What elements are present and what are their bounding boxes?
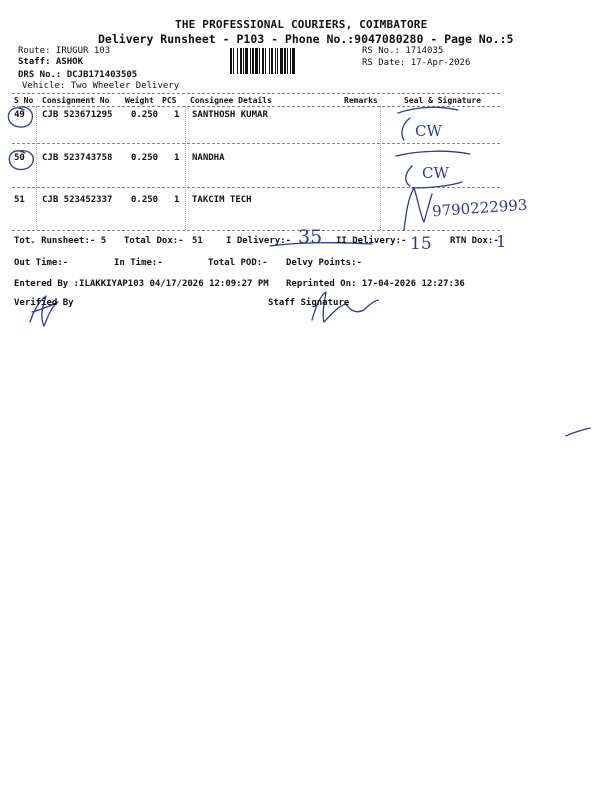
- total-runsheet: Tot. Runsheet:- 5: [14, 236, 107, 246]
- stray-mark: [566, 428, 590, 436]
- row-consignee: TAKCIM TECH: [192, 195, 252, 205]
- row-weight: 0.250: [131, 195, 159, 205]
- row-pcs: 1: [174, 153, 180, 163]
- vehicle-label: Vehicle: Two Wheeler Delivery: [22, 81, 180, 91]
- total-dox-label: Total Dox:-: [124, 236, 184, 246]
- seal-scribble: [412, 182, 462, 188]
- row-sno: 49: [14, 110, 25, 120]
- handwritten-signature-row1: CW: [415, 122, 442, 140]
- seal-scribble: [398, 107, 458, 113]
- row-sno: 51: [14, 195, 25, 205]
- row-consignment: CJB 523452337: [42, 195, 113, 205]
- delvy-points: Delvy Points:-: [286, 258, 362, 268]
- circle-mark-49: [8, 107, 32, 127]
- circle-mark-50: [9, 151, 33, 170]
- route-label: Route: IRUGUR 103: [18, 46, 111, 56]
- seal-scribble: [402, 118, 410, 140]
- seal-scribble: [396, 151, 470, 156]
- i-delivery-label: I Delivery:-: [226, 236, 292, 246]
- runsheet-subtitle: Delivery Runsheet - P103 - Phone No.:9047080280 - Page No.:5: [98, 32, 514, 46]
- reprinted-on: Reprinted On: 17-04-2026 12:27:36: [286, 279, 465, 289]
- seal-scribble: [406, 166, 412, 186]
- col-remarks: Remarks: [344, 96, 378, 105]
- staff-label: Staff: ASHOK: [18, 57, 84, 67]
- rtn-dox-label: RTN Dox:-: [450, 236, 499, 246]
- rs-date: RS Date: 17-Apr-2026: [362, 58, 471, 68]
- ii-delivery-label: II Delivery:-: [336, 236, 407, 246]
- staff-signature-label: Staff Signature: [268, 298, 350, 308]
- col-pcs: PCS: [162, 96, 177, 105]
- ii-delivery-handwritten: 15: [410, 234, 432, 254]
- company-title: THE PROFESSIONAL COURIERS, COIMBATORE: [175, 18, 428, 31]
- in-time: In Time:-: [114, 258, 163, 268]
- out-time: Out Time:-: [14, 258, 69, 268]
- col-weight: Weight: [125, 96, 154, 105]
- rtn-dox-handwritten: 1: [496, 232, 507, 251]
- row-weight: 0.250: [131, 110, 159, 120]
- row-sno: 50: [14, 153, 25, 163]
- verified-by: Verified By: [14, 298, 74, 308]
- col-sno: S No: [14, 96, 34, 105]
- total-dox-value: 51: [192, 236, 203, 246]
- row-weight: 0.250: [131, 153, 159, 163]
- seal-scribble: [404, 188, 432, 230]
- drs-number: DRS No.: DCJB171403505: [18, 70, 138, 80]
- col-consignee: Consignee Details: [190, 96, 272, 105]
- handwritten-signature-row2: CW: [422, 164, 449, 182]
- handwritten-signature-row3: 9790222993: [431, 195, 528, 221]
- entered-by: Entered By :ILAKKIYAP103 04/17/2026 12:09:27 PM: [14, 279, 269, 289]
- rs-number: RS No.: 1714035: [362, 46, 444, 56]
- row-pcs: 1: [174, 110, 180, 120]
- row-pcs: 1: [174, 195, 180, 205]
- row-consignment: CJB 523743758: [42, 153, 113, 163]
- col-consignment: Consignment No: [42, 96, 110, 105]
- row-consignment: CJB 523671295: [42, 110, 113, 120]
- total-pod: Total POD:-: [208, 258, 268, 268]
- i-delivery-handwritten: 35: [298, 226, 323, 248]
- col-seal-signature: Seal & Signature: [404, 96, 482, 105]
- row-consignee: NANDHA: [192, 153, 225, 163]
- row-consignee: SANTHOSH KUMAR: [192, 110, 268, 120]
